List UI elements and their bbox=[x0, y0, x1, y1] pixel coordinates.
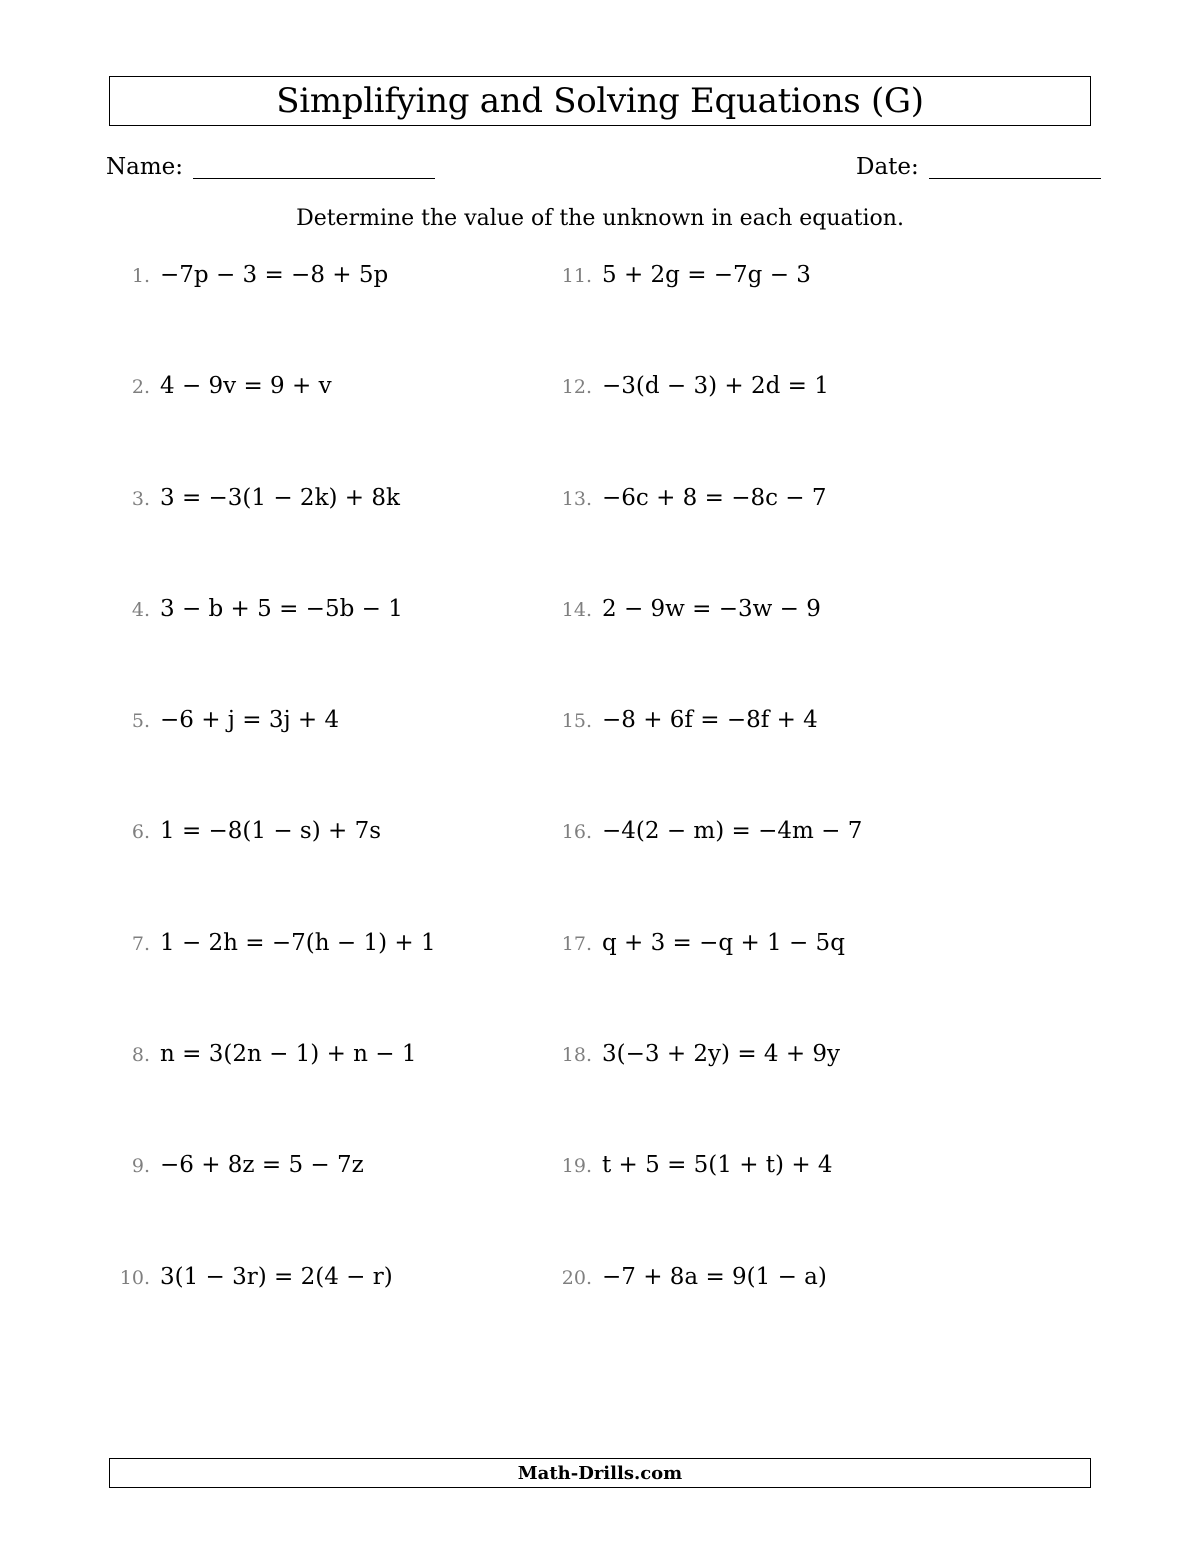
problem-number: 17. bbox=[561, 932, 592, 955]
problem-equation: q + 3 = −q + 1 − 5q bbox=[602, 929, 845, 956]
instructions: Determine the value of the unknown in each equation. bbox=[296, 206, 904, 231]
problem-number: 14. bbox=[561, 598, 592, 621]
problem-number: 8. bbox=[131, 1044, 150, 1067]
name-blank-line[interactable] bbox=[193, 150, 435, 179]
problem-11 bbox=[548, 262, 862, 373]
problem-number: 18. bbox=[561, 1044, 592, 1067]
problem-equation: −8 + 6f = −8f + 4 bbox=[602, 707, 818, 734]
problem-number: 16. bbox=[561, 821, 592, 844]
problem-8 bbox=[106, 1041, 436, 1152]
problem-14 bbox=[548, 596, 862, 707]
problem-5 bbox=[106, 707, 436, 818]
problem-1 bbox=[106, 262, 436, 373]
problem-equation: 3 = −3(1 − 2k) + 8k bbox=[160, 484, 400, 511]
problem-equation: −6c + 8 = −8c − 7 bbox=[602, 484, 827, 511]
problem-15 bbox=[548, 707, 862, 818]
problem-16 bbox=[548, 818, 862, 929]
problem-equation: 4 − 9v = 9 + v bbox=[160, 373, 332, 400]
problem-number: 20. bbox=[561, 1266, 592, 1289]
problem-equation: −7p − 3 = −8 + 5p bbox=[160, 262, 389, 288]
problem-equation: 1 = −8(1 − s) + 7s bbox=[160, 818, 382, 845]
problem-column-right bbox=[548, 262, 862, 1375]
problem-equation: 3(−3 + 2y) = 4 + 9y bbox=[602, 1041, 841, 1068]
problem-equation: t + 5 = 5(1 + t) + 4 bbox=[602, 1152, 833, 1179]
problem-equation: −6 + 8z = 5 − 7z bbox=[160, 1152, 364, 1179]
problem-6 bbox=[106, 818, 436, 929]
problem-number: 15. bbox=[561, 710, 592, 733]
problem-12 bbox=[548, 373, 862, 484]
problem-equation: −6 + j = 3j + 4 bbox=[160, 707, 340, 734]
problem-number: 4. bbox=[131, 598, 150, 621]
problem-3 bbox=[106, 485, 436, 596]
problem-equation: −7 + 8a = 9(1 − a) bbox=[602, 1263, 827, 1290]
problem-number: 9. bbox=[131, 1155, 150, 1178]
problem-10 bbox=[106, 1264, 436, 1375]
name-label: Name: bbox=[106, 154, 184, 180]
problem-13 bbox=[548, 485, 862, 596]
problem-equation: 3 − b + 5 = −5b − 1 bbox=[160, 595, 403, 622]
date-blank-line[interactable] bbox=[929, 150, 1101, 179]
date-label: Date: bbox=[856, 154, 919, 180]
name-field bbox=[106, 150, 435, 179]
footer-site-name: Math-Drills.com bbox=[517, 1462, 683, 1484]
problem-equation: −4(2 − m) = −4m − 7 bbox=[602, 818, 863, 845]
problem-number: 19. bbox=[561, 1155, 592, 1178]
footer-box bbox=[109, 1458, 1091, 1488]
problem-number: 12. bbox=[561, 376, 592, 399]
problem-equation: 3(1 − 3r) = 2(4 − r) bbox=[160, 1263, 393, 1290]
problem-2 bbox=[106, 373, 436, 484]
problem-17 bbox=[548, 930, 862, 1041]
problem-18 bbox=[548, 1041, 862, 1152]
problem-number: 10. bbox=[119, 1266, 150, 1289]
problem-7 bbox=[106, 930, 436, 1041]
problem-number: 5. bbox=[131, 710, 150, 733]
problem-20 bbox=[548, 1264, 862, 1375]
problem-number: 1. bbox=[131, 265, 150, 287]
problem-number: 2. bbox=[131, 376, 150, 399]
problem-19 bbox=[548, 1152, 862, 1263]
problem-equation: 1 − 2h = −7(h − 1) + 1 bbox=[160, 929, 436, 956]
problem-column-left bbox=[106, 262, 436, 1375]
worksheet-title: Simplifying and Solving Equations (G) bbox=[276, 81, 924, 121]
date-field bbox=[856, 150, 1101, 179]
problem-number: 7. bbox=[131, 932, 150, 955]
problem-number: 11. bbox=[561, 265, 592, 287]
problem-number: 6. bbox=[131, 821, 150, 844]
problem-number: 13. bbox=[561, 487, 592, 510]
problem-4 bbox=[106, 596, 436, 707]
problem-equation: 2 − 9w = −3w − 9 bbox=[602, 595, 821, 622]
problem-9 bbox=[106, 1152, 436, 1263]
problem-equation: n = 3(2n − 1) + n − 1 bbox=[160, 1041, 417, 1068]
problem-number: 3. bbox=[131, 487, 150, 510]
problem-equation: −3(d − 3) + 2d = 1 bbox=[602, 373, 829, 400]
problem-equation: 5 + 2g = −7g − 3 bbox=[602, 262, 811, 288]
title-box bbox=[109, 76, 1091, 126]
